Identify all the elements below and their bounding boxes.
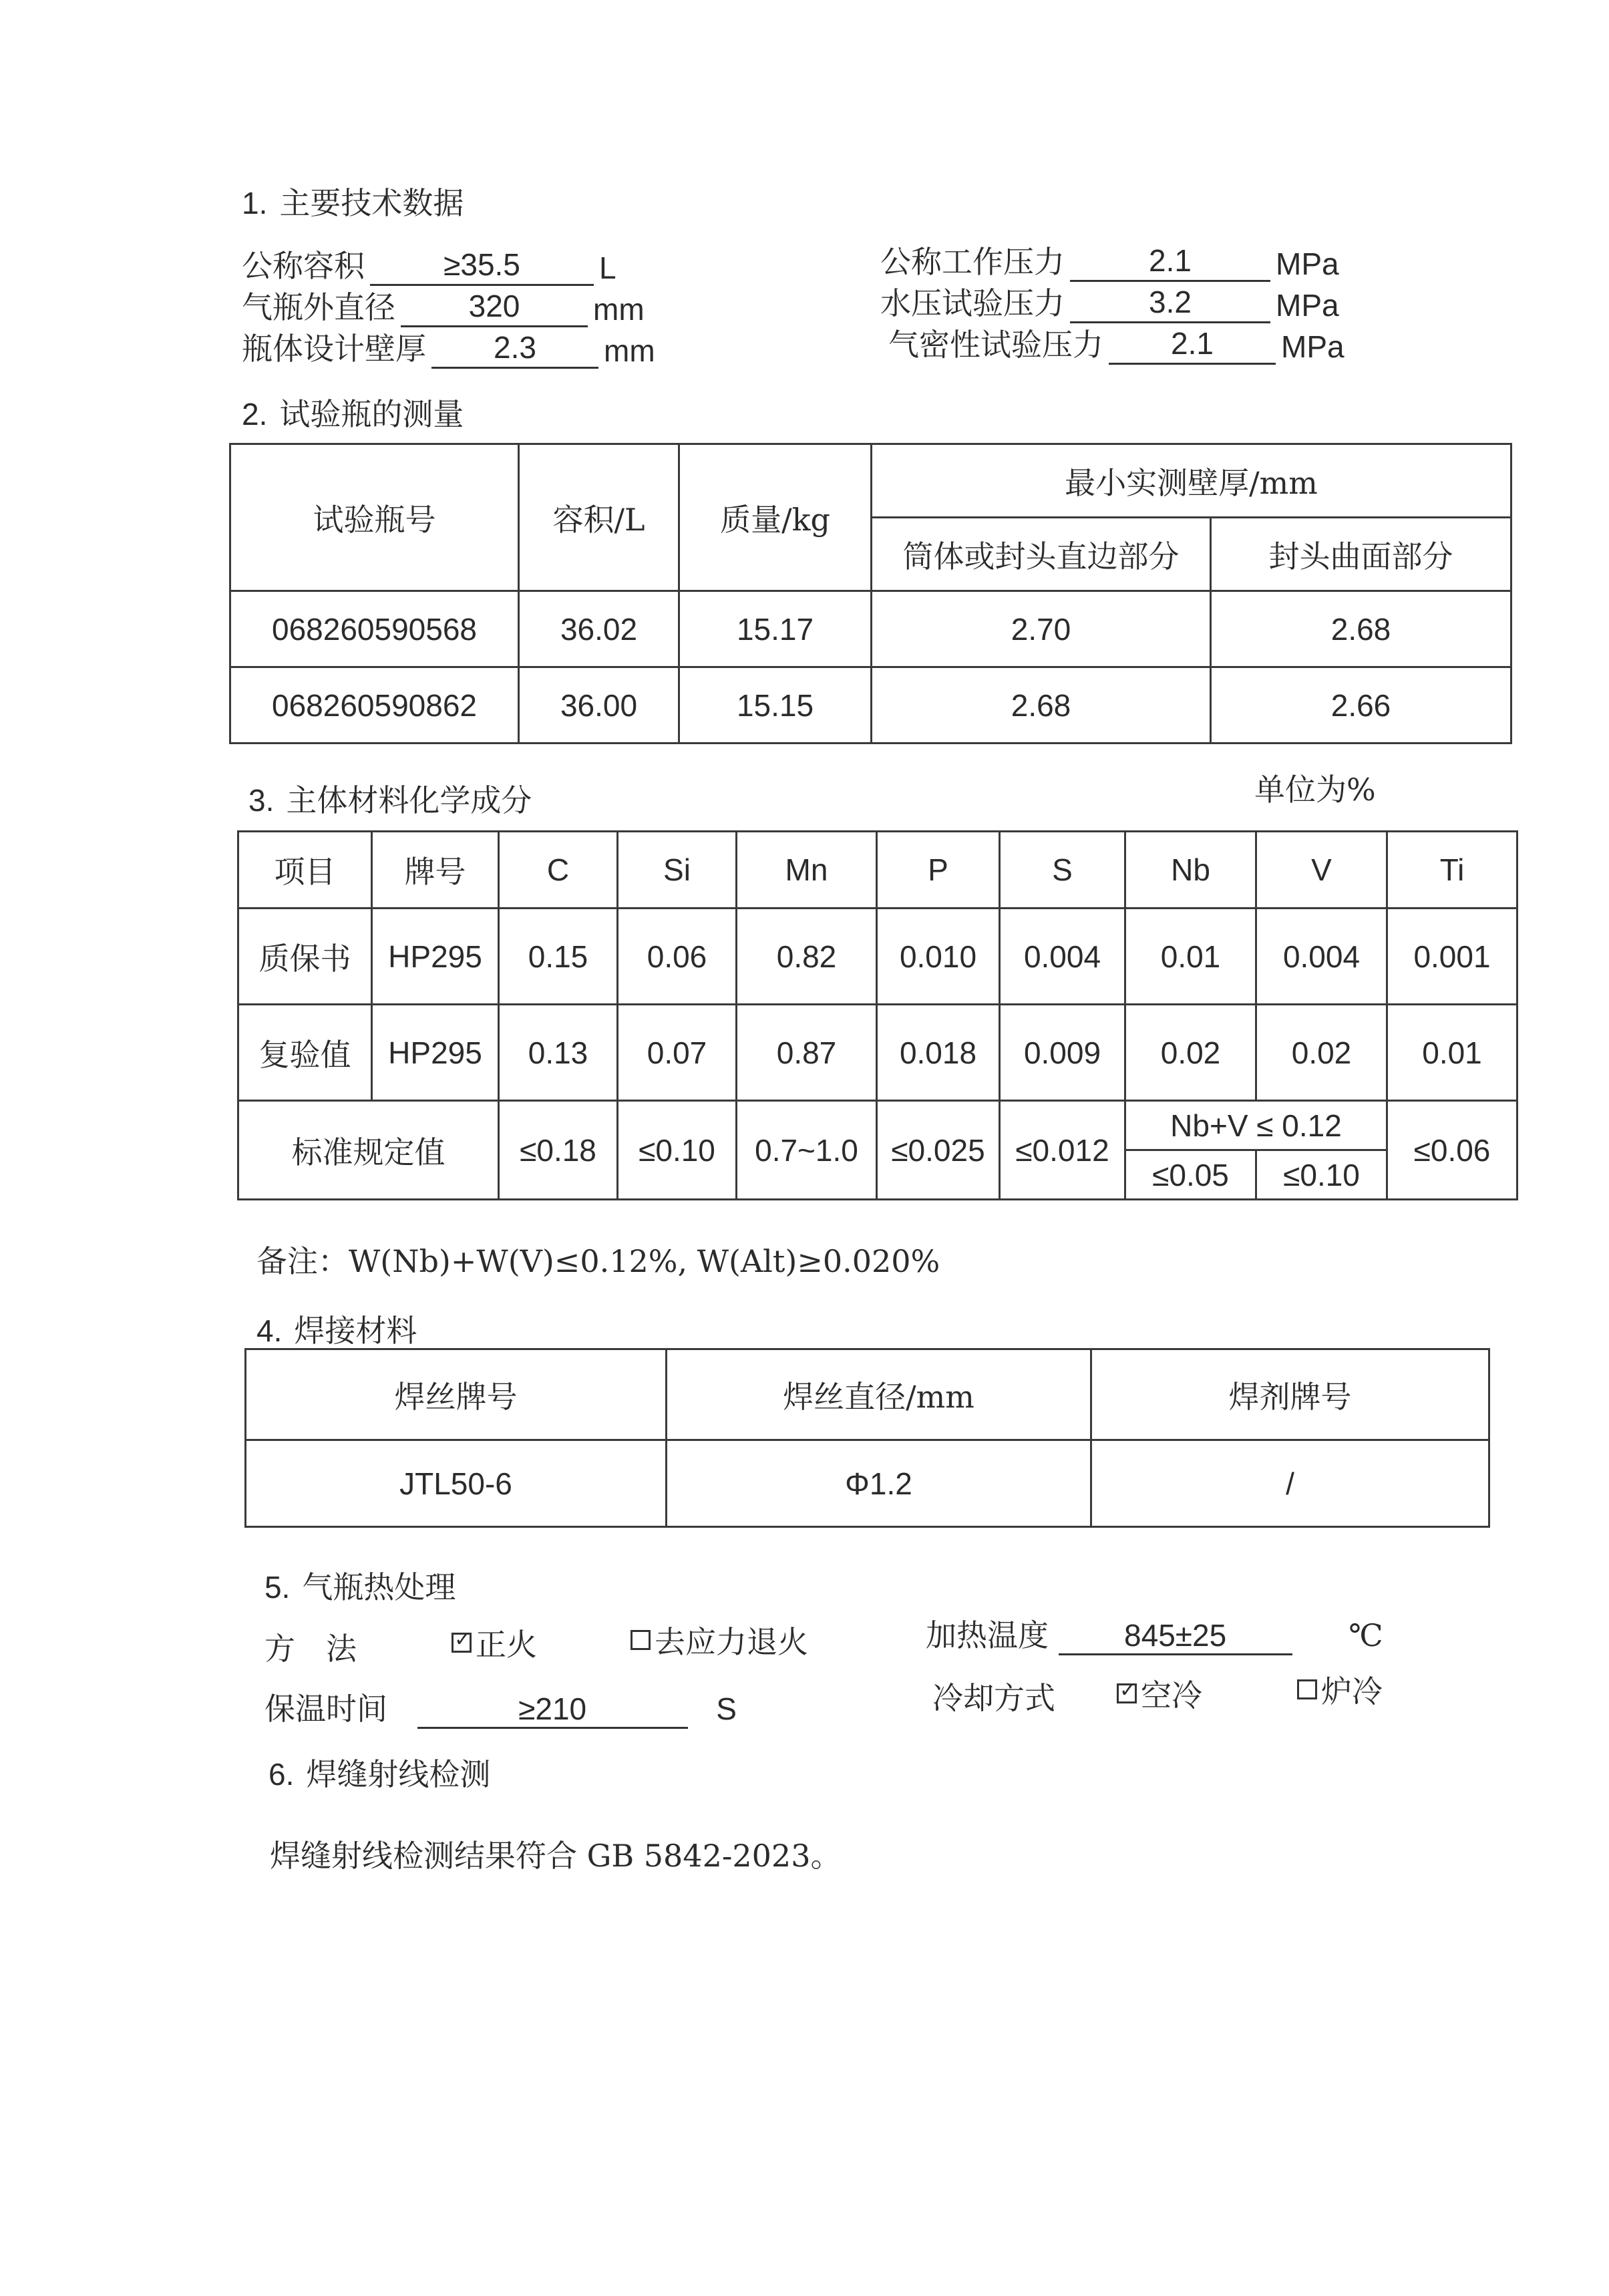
p-value: 0.018 xyxy=(877,1005,1000,1101)
c-value: 0.15 xyxy=(499,909,618,1005)
nb-value: 0.01 xyxy=(1125,909,1256,1005)
checked-box-icon xyxy=(452,1633,472,1653)
grade-value: HP295 xyxy=(372,1005,499,1101)
section2-title: 2. 试验瓶的测量 xyxy=(242,396,464,432)
outer-diameter-field: 气瓶外直径 320 mm xyxy=(242,289,645,327)
section3-title: 3. 主体材料化学成分 xyxy=(248,782,532,818)
ti-value: 0.001 xyxy=(1387,909,1517,1005)
header-s: S xyxy=(1000,832,1125,909)
ti-value: 0.01 xyxy=(1387,1005,1517,1101)
header-curved-part: 封头曲面部分 xyxy=(1211,518,1511,591)
table-row xyxy=(230,591,1511,667)
remark-note: 备注：W(Nb)+W(V)≤0.12%, W(Alt)≥0.020% xyxy=(256,1243,940,1279)
empty-box-icon xyxy=(1297,1679,1317,1699)
wire-grade-value: JTL50-6 xyxy=(246,1440,667,1527)
curved-wall-value: 2.66 xyxy=(1211,667,1511,744)
cylinder-id: 068260590862 xyxy=(230,667,519,744)
cool-method-label: 冷却方式 xyxy=(932,1680,1055,1716)
header-ti: Ti xyxy=(1387,832,1517,909)
header-flux-grade: 焊剂牌号 xyxy=(1091,1349,1489,1440)
standard-nb-v-sum: Nb+V ≤ 0.12 xyxy=(1126,1102,1386,1151)
v-value: 0.004 xyxy=(1256,909,1387,1005)
hold-time-field: 保温时间 ≥210 S xyxy=(264,1685,737,1729)
standard-c: ≤0.18 xyxy=(499,1101,618,1200)
header-wire-diameter: 焊丝直径/mm xyxy=(667,1349,1091,1440)
mass-value: 15.15 xyxy=(679,667,872,744)
header-item: 项目 xyxy=(238,832,372,909)
volume-value: 36.02 xyxy=(519,591,679,667)
hydro-pressure-field: 水压试验压力 3.2 MPa xyxy=(880,285,1339,323)
header-mass: 质量/kg xyxy=(679,444,872,591)
header-volume: 容积/L xyxy=(519,444,679,591)
header-straight-part: 筒体或封头直边部分 xyxy=(872,518,1211,591)
standard-nb-v xyxy=(1125,1101,1387,1200)
chemical-composition-table xyxy=(237,830,1518,1200)
table-row xyxy=(238,909,1517,1005)
unit-note: 单位为% xyxy=(1254,772,1376,808)
standard-label: 标准规定值 xyxy=(238,1101,499,1200)
curved-wall-value: 2.68 xyxy=(1211,591,1511,667)
header-p: P xyxy=(877,832,1000,909)
standard-mn: 0.7~1.0 xyxy=(737,1101,877,1200)
section4-title: 4. 焊接材料 xyxy=(256,1313,417,1349)
standard-nb: ≤0.05 xyxy=(1152,1157,1229,1192)
header-v: V xyxy=(1256,832,1387,909)
header-nb: Nb xyxy=(1125,832,1256,909)
c-value: 0.13 xyxy=(499,1005,618,1101)
checked-box-icon xyxy=(1117,1683,1137,1703)
standard-si: ≤0.10 xyxy=(618,1101,737,1200)
mass-value: 15.17 xyxy=(679,591,872,667)
section5-title: 5. 气瓶热处理 xyxy=(264,1569,456,1605)
nominal-volume-field: 公称容积 ≥35.5 L xyxy=(242,247,616,285)
leak-pressure-field: 气密性试验压力 2.1 MPa xyxy=(888,326,1345,364)
standard-ti: ≤0.06 xyxy=(1387,1101,1517,1200)
header-mn: Mn xyxy=(737,832,877,909)
s-value: 0.009 xyxy=(1000,1005,1125,1101)
air-cool-checkbox[interactable]: ✓ 空冷 xyxy=(1117,1671,1202,1715)
work-pressure-field: 公称工作压力 2.1 MPa xyxy=(880,243,1339,281)
standard-p: ≤0.025 xyxy=(877,1101,1000,1200)
table-row xyxy=(238,1005,1517,1101)
row-label: 复验值 xyxy=(238,1005,372,1101)
welding-material-table xyxy=(244,1348,1490,1528)
standard-v: ≤0.10 xyxy=(1255,1151,1386,1198)
flux-grade-value: / xyxy=(1091,1440,1489,1527)
straight-wall-value: 2.70 xyxy=(872,591,1211,667)
cylinder-id: 068260590568 xyxy=(230,591,519,667)
section1-title: 1. 主要技术数据 xyxy=(242,185,464,221)
table-row xyxy=(246,1440,1489,1527)
wire-diameter-value: Φ1.2 xyxy=(667,1440,1091,1527)
si-value: 0.07 xyxy=(618,1005,737,1101)
header-wire-grade: 焊丝牌号 xyxy=(246,1349,667,1440)
table-row xyxy=(230,667,1511,744)
section6-title: 6. 焊缝射线检测 xyxy=(269,1756,491,1792)
p-value: 0.010 xyxy=(877,909,1000,1005)
cylinder-measurement-table xyxy=(229,443,1512,744)
header-si: Si xyxy=(618,832,737,909)
furnace-cool-checkbox[interactable]: 炉冷 xyxy=(1297,1667,1383,1711)
standard-s: ≤0.012 xyxy=(1000,1101,1125,1200)
row-label: 质保书 xyxy=(238,909,372,1005)
table-row-standard xyxy=(238,1101,1517,1200)
s-value: 0.004 xyxy=(1000,909,1125,1005)
normalize-checkbox[interactable]: ✓ 正火 xyxy=(452,1621,537,1665)
method-label: 方 法 xyxy=(264,1631,357,1667)
nb-value: 0.02 xyxy=(1125,1005,1256,1101)
mn-value: 0.87 xyxy=(737,1005,877,1101)
header-grade: 牌号 xyxy=(372,832,499,909)
header-min-wall: 最小实测壁厚/mm xyxy=(872,444,1511,518)
stress-relief-checkbox[interactable]: 去应力退火 xyxy=(631,1618,808,1662)
empty-box-icon xyxy=(631,1630,651,1650)
design-wall-field: 瓶体设计壁厚 2.3 mm xyxy=(242,330,655,368)
straight-wall-value: 2.68 xyxy=(872,667,1211,744)
mn-value: 0.82 xyxy=(737,909,877,1005)
v-value: 0.02 xyxy=(1256,1005,1387,1101)
radiography-result: 焊缝射线检测结果符合 GB 5842-2023。 xyxy=(270,1838,842,1874)
header-c: C xyxy=(499,832,618,909)
heat-temp-field: 加热温度 845±25 ℃ xyxy=(926,1611,1383,1655)
volume-value: 36.00 xyxy=(519,667,679,744)
header-cylinder-id: 试验瓶号 xyxy=(230,444,519,591)
si-value: 0.06 xyxy=(618,909,737,1005)
grade-value: HP295 xyxy=(372,909,499,1005)
